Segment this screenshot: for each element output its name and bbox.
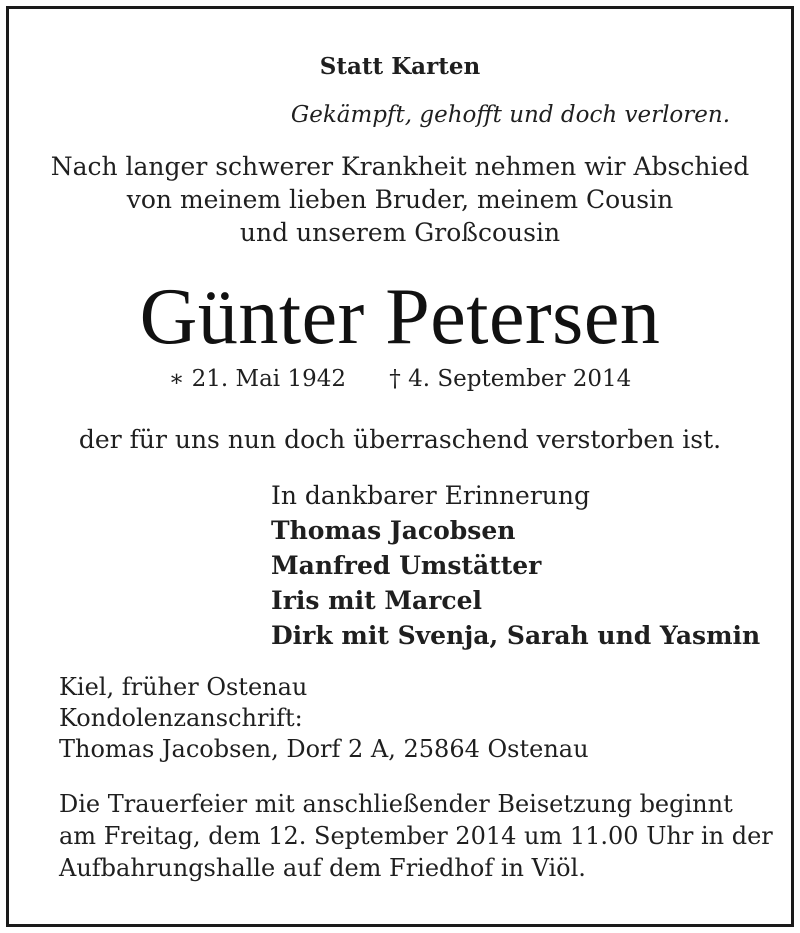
motto: Gekämpft, gehofft und doch verloren. xyxy=(290,102,730,128)
mourner-name: Dirk mit Svenja, Sarah und Yasmin xyxy=(271,621,761,650)
service-line: am Freitag, dem 12. September 2014 um 11.00 Uhr in der xyxy=(59,822,773,850)
service-line: Aufbahrungshalle auf dem Friedhof in Viöl. xyxy=(59,854,586,882)
service-info xyxy=(59,788,773,884)
mourner-name: Thomas Jacobsen xyxy=(271,516,516,545)
mourner-name: Manfred Umstätter xyxy=(271,551,542,580)
intro-line: und unserem Großcousin xyxy=(239,218,561,247)
intro-line: Nach langer schwerer Krankheit nehmen wir Abschied xyxy=(50,152,750,181)
notice-header: Statt Karten xyxy=(319,53,481,80)
mourners-block xyxy=(271,478,760,653)
mourner-name: Iris mit Marcel xyxy=(271,586,483,615)
address-line: Kondolenzanschrift: xyxy=(59,704,303,732)
life-dates xyxy=(0,366,800,392)
address-line: Kiel, früher Ostenau xyxy=(59,673,308,701)
birth-date: ∗ 21. Mai 1942 xyxy=(168,366,346,392)
service-line: Die Trauerfeier mit anschließender Beisetzung beginnt xyxy=(59,790,733,818)
intro-line: von meinem lieben Bruder, meinem Cousin xyxy=(126,185,674,214)
deceased-name: Günter Petersen xyxy=(139,273,661,361)
intro-text xyxy=(0,150,800,249)
address-block xyxy=(59,672,589,765)
death-date: † 4. September 2014 xyxy=(389,366,632,392)
mourners-lead: In dankbarer Erinnerung xyxy=(271,481,590,510)
address-line: Thomas Jacobsen, Dorf 2 A, 25864 Ostenau xyxy=(59,735,589,763)
subtext: der für uns nun doch überraschend verstorben ist. xyxy=(78,425,722,454)
